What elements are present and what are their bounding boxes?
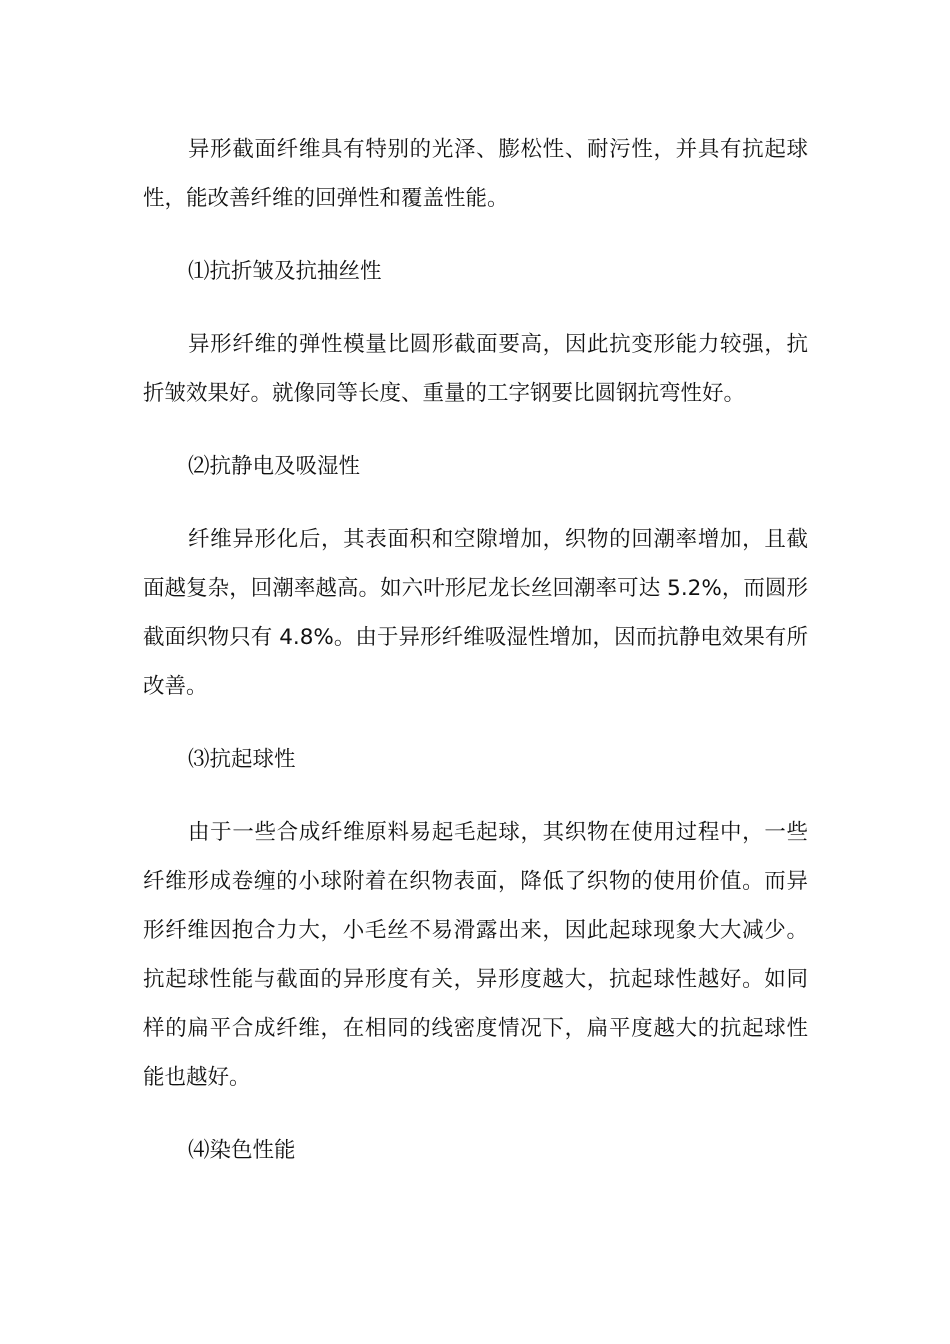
section-heading-2: ⑵抗静电及吸湿性 bbox=[188, 454, 361, 479]
section-heading-4: ⑷染色性能 bbox=[188, 1138, 296, 1163]
paragraph-antistatic: 纤维异形化后，其表面积和空隙增加，织物的回潮率增加，且截面越复杂，回潮率越高。如六叶形尼龙长丝回潮率可达 5.2%，而圆形截面织物只有 4.8%。由于异形纤维吸湿性增加，因而抗静电效果有所改善。 bbox=[143, 527, 808, 699]
section-heading-3: ⑶抗起球性 bbox=[188, 747, 296, 772]
section-heading-1: ⑴抗折皱及抗抽丝性 bbox=[188, 259, 382, 284]
document-body bbox=[143, 125, 808, 1175]
paragraph-pilling: 由于一些合成纤维原料易起毛起球，其织物在使用过程中，一些纤维形成卷缠的小球附着在织物表面，降低了织物的使用价值。而异形纤维因抱合力大，小毛丝不易滑露出来，因此起球现象大大减少。抗起球性能与截面的异形度有关，异形度越大，抗起球性越好。如同样的扁平合成纤维，在相同的线密度情况下，扁平度越大的抗起球性能也越好。 bbox=[143, 820, 808, 1090]
intro-paragraph: 异形截面纤维具有特别的光泽、膨松性、耐污性，并具有抗起球性，能改善纤维的回弹性和覆盖性能。 bbox=[143, 137, 808, 211]
paragraph-crease-resistance: 异形纤维的弹性模量比圆形截面要高，因此抗变形能力较强，抗折皱效果好。就像同等长度、重量的工字钢要比圆钢抗弯性好。 bbox=[143, 332, 808, 406]
